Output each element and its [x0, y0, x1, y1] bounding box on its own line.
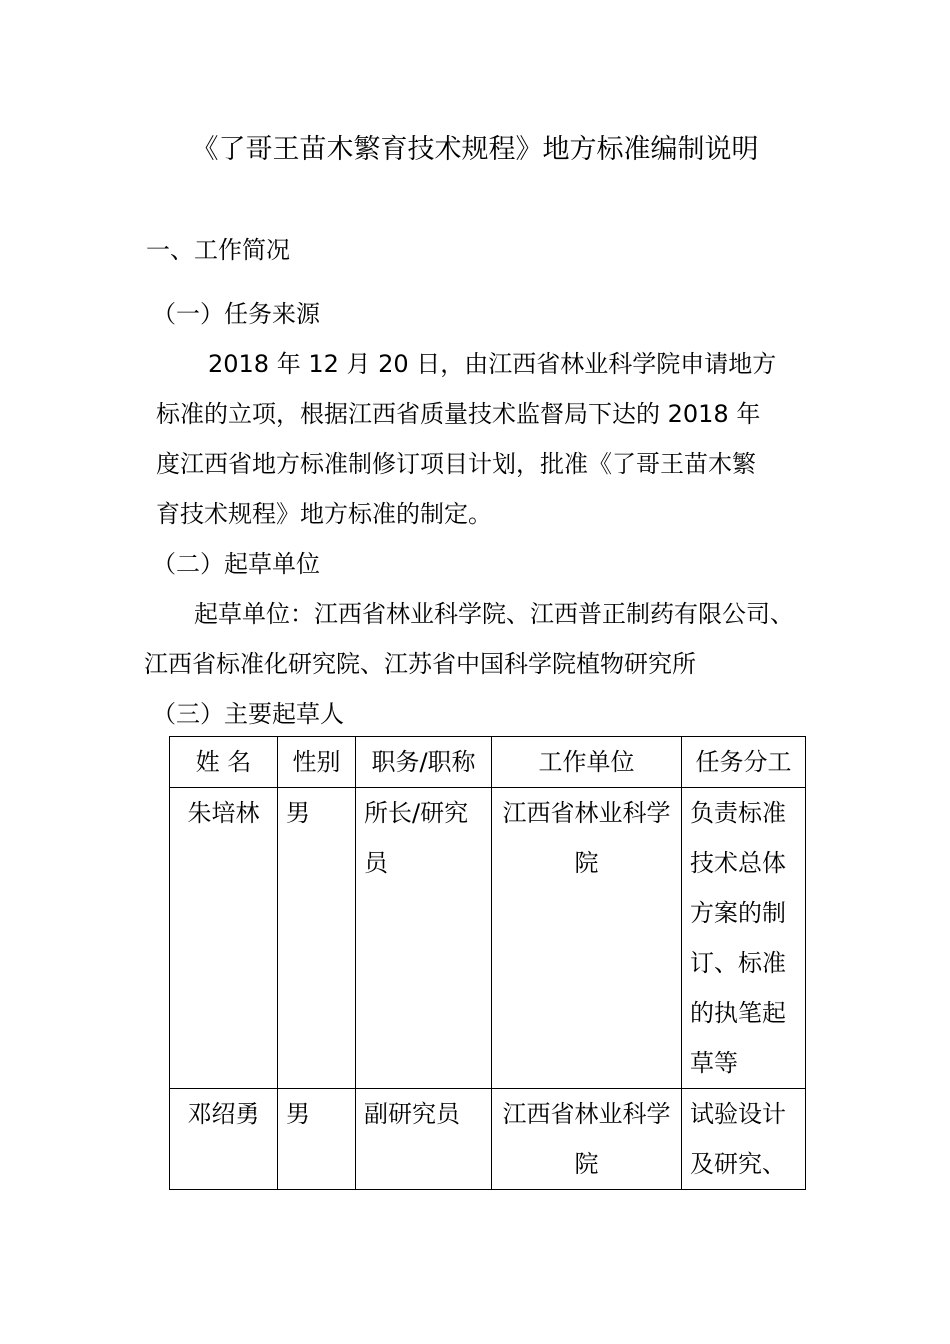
cell-title: 副研究员	[356, 1089, 492, 1190]
cell-title: 所长/研究员	[356, 788, 492, 1089]
subheading-drafting-units: （二）起草单位	[152, 550, 320, 578]
header-title: 职务/职称	[356, 737, 492, 788]
header-sex: 性别	[278, 737, 356, 788]
cell-task: 负责标准技术总体方案的制订、标准的执笔起草等	[682, 788, 806, 1089]
paragraph-task-source-line-1: 2018 年 12 月 20 日，由江西省林业科学院申请地方	[208, 350, 777, 378]
table-row	[170, 1089, 806, 1190]
drafters-table	[169, 736, 806, 1190]
section-heading-overview: 一、工作简况	[146, 236, 290, 264]
cell-task: 试验设计及研究、	[682, 1089, 806, 1190]
cell-sex: 男	[278, 788, 356, 1089]
paragraph-drafting-units-line-2: 江西省标准化研究院、江苏省中国科学院植物研究所	[144, 650, 696, 678]
subheading-main-drafters: （三）主要起草人	[152, 700, 344, 728]
paragraph-task-source-line-4: 育技术规程》地方标准的制定。	[156, 500, 492, 528]
header-unit: 工作单位	[492, 737, 682, 788]
paragraph-task-source-line-3: 度江西省地方标准制修订项目计划，批准《了哥王苗木繁	[156, 450, 756, 478]
table-row	[170, 788, 806, 1089]
cell-unit: 江西省林业科学院	[492, 788, 682, 1089]
header-name: 姓 名	[170, 737, 278, 788]
cell-name: 朱培林	[170, 788, 278, 1089]
subheading-task-source: （一）任务来源	[152, 300, 320, 328]
document-title: 《了哥王苗木繁育技术规程》地方标准编制说明	[191, 134, 759, 165]
header-task: 任务分工	[682, 737, 806, 788]
cell-unit: 江西省林业科学院	[492, 1089, 682, 1190]
cell-sex: 男	[278, 1089, 356, 1190]
paragraph-task-source-line-2: 标准的立项，根据江西省质量技术监督局下达的 2018 年	[156, 400, 761, 428]
cell-name: 邓绍勇	[170, 1089, 278, 1190]
table-header-row	[170, 737, 806, 788]
paragraph-drafting-units-line-1: 起草单位：江西省林业科学院、江西普正制药有限公司、	[194, 600, 794, 628]
